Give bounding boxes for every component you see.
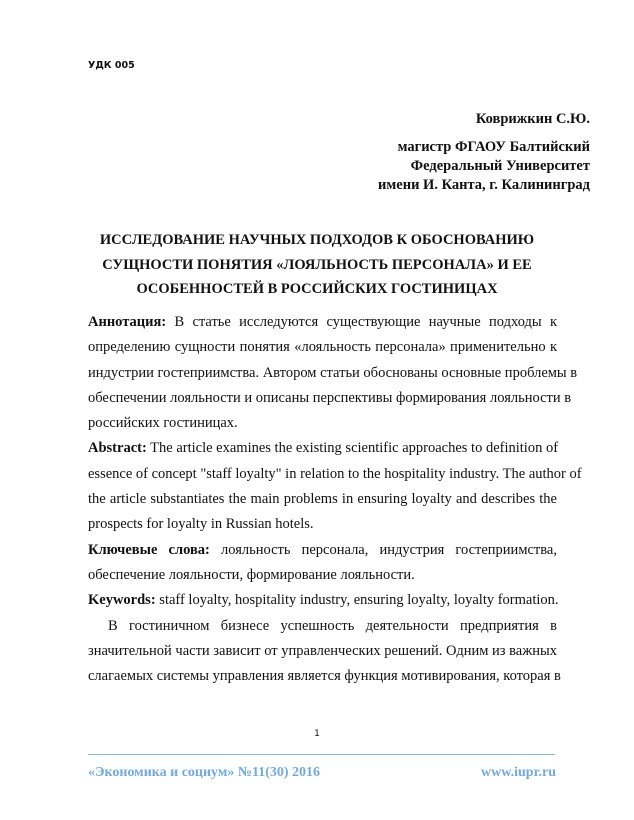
keywords-en-line: Keywords: staff loyalty, hospitality industry, ensuring loyalty, loyalty formation.: [88, 592, 559, 609]
affiliation-line: имени И. Канта, г. Калининград: [378, 177, 590, 193]
annotation-line: российских гостиницах.: [88, 415, 238, 432]
author-affiliation: [378, 138, 590, 195]
annotation-line: определению сущности понятия «лояльность персонала» применительно к: [88, 339, 557, 356]
article-title: [60, 228, 574, 302]
keywords-ru-line: Ключевые слова: лояльность персонала, индустрия гостеприимства,: [88, 541, 557, 558]
udk-code: УДК 005: [88, 60, 135, 71]
keywords-ru-line: обеспечение лояльности, формирование лояльности.: [88, 566, 415, 583]
annotation-line: Аннотация: В статье исследуются существующие научные подходы к: [88, 314, 557, 330]
affiliation-line: Федеральный Университет: [410, 158, 590, 174]
annotation-line: обеспечении лояльности и описаны перспективы формирования лояльности в: [88, 389, 572, 406]
page-number: 1: [314, 729, 320, 739]
body-line: значительной части зависит от управленческих решений. Одним из важных: [88, 642, 557, 659]
title-line: СУЩНОСТИ ПОНЯТИЯ «ЛОЯЛЬНОСТЬ ПЕРСОНАЛА» И ЕЕ: [102, 256, 532, 273]
author-name: Коврижкин С.Ю.: [475, 111, 590, 127]
keywords-en-label: Keywords:: [88, 592, 156, 609]
abstract-line: essence of concept "staff loyalty" in relation to the hospitality industry. The author of: [88, 465, 582, 482]
abstract-line: Abstract: The article examines the existing scientific approaches to definition of: [88, 440, 559, 457]
body-line: В гостиничном бизнесе успешность деятельности предприятия в: [108, 617, 557, 634]
keywords-ru-label: Ключевые слова:: [88, 541, 210, 558]
annotation-label: Аннотация:: [88, 314, 167, 330]
article-body: [88, 310, 582, 689]
title-line: ИССЛЕДОВАНИЕ НАУЧНЫХ ПОДХОДОВ К ОБОСНОВАНИЮ: [99, 232, 535, 248]
footer-site: www.iupr.ru: [481, 765, 556, 780]
abstract-line: the article substantiates the main problems in ensuring loyalty and describes the: [88, 491, 557, 508]
footer-journal: «Экономика и социум» №11(30) 2016: [88, 765, 321, 780]
title-line: ОСОБЕННОСТЕЙ В РОССИЙСКИХ ГОСТИНИЦАХ: [136, 281, 498, 297]
abstract-line: prospects for loyalty in Russian hotels.: [88, 516, 314, 533]
abstract-label: Abstract:: [88, 440, 147, 457]
annotation-line: индустрии гостеприимства. Автором статьи обоснованы основные проблемы в: [88, 364, 578, 381]
body-line: слагаемых системы управления является функция мотивирования, которая в: [88, 668, 561, 685]
footer-divider: [88, 754, 555, 755]
affiliation-line: магистр ФГАОУ Балтийский: [397, 139, 590, 155]
